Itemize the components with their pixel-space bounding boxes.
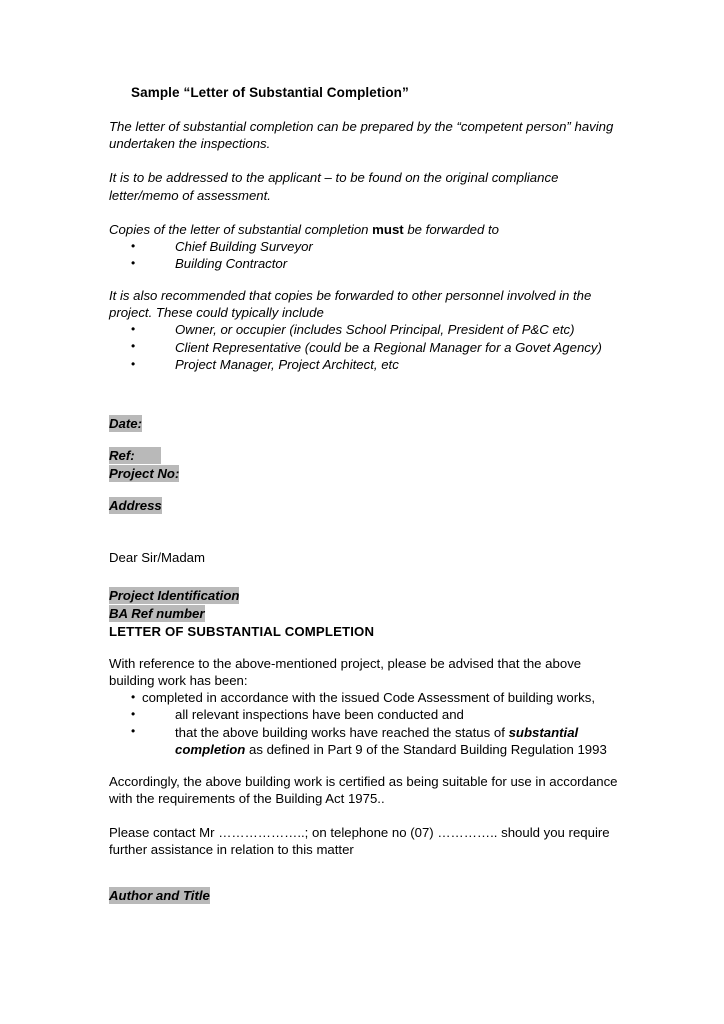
ba-ref-number-label	[109, 605, 621, 623]
status-item-3-suffix: as defined in Part 9 of the Standard Building Regulation 1993	[245, 742, 607, 758]
ba-ref-number-label-text: BA Ref number	[109, 605, 205, 621]
date-field-label	[109, 415, 621, 433]
list-item: • Chief Building Surveyor	[109, 238, 621, 255]
page-title: Sample “Letter of Substantial Completion”	[131, 85, 409, 100]
intro-paragraph-2: It is to be addressed to the applicant – to be found on the original compliance letter/memo of assessment.	[109, 170, 559, 203]
spacer	[109, 373, 621, 415]
ref-field-label-text: Ref:	[109, 447, 161, 464]
recommended-forward-lead: It is also recommended that copies be forwarded to other personnel involved in the project. These could typically include	[109, 287, 592, 321]
spacer	[109, 641, 621, 655]
date-field-label-text: Date:	[109, 416, 142, 432]
list-item: • Client Representative (could be a Regional Manager for a Govet Agency)	[109, 339, 621, 356]
must-forward-lead-prefix: Copies of the letter of substantial completion	[109, 221, 373, 237]
address-field-label-text: Address	[109, 498, 162, 514]
intro-paragraph-1: The letter of substantial completion can be prepared by the “competent person” having undertaken the inspections.	[109, 119, 614, 152]
status-item-3-prefix: that the above building works have reached the status of	[175, 724, 509, 740]
project-no-field-label-text: Project No:	[109, 466, 180, 482]
must-emphasis: must	[372, 221, 404, 237]
list-item	[109, 724, 621, 759]
list-item: • Owner, or occupier (includes School Principal, President of P&C etc)	[109, 321, 621, 338]
project-identification-label	[109, 587, 621, 605]
subject-heading: LETTER OF SUBSTANTIAL COMPLETION	[109, 623, 375, 639]
project-identification-label-text: Project Identification	[109, 587, 240, 603]
spacer	[109, 152, 621, 169]
spacer	[109, 433, 621, 447]
document-content	[109, 84, 621, 905]
spacer	[109, 273, 621, 287]
spacer	[109, 101, 621, 118]
spacer	[109, 859, 621, 887]
recommended-forward-list	[109, 321, 621, 373]
status-list	[109, 689, 621, 759]
must-forward-lead	[109, 221, 621, 238]
signature-block-label	[109, 887, 621, 905]
ref-field-label	[109, 447, 621, 465]
signature-block-label-text: Author and Title	[109, 887, 210, 903]
project-no-field-label	[109, 465, 621, 483]
spacer	[109, 759, 621, 773]
spacer	[109, 483, 621, 497]
spacer	[109, 807, 621, 824]
must-forward-list	[109, 238, 621, 273]
list-item: • Building Contractor	[109, 255, 621, 272]
must-forward-lead-suffix: be forwarded to	[403, 221, 499, 237]
opening-paragraph: With reference to the above-mentioned project, please be advised that the above building work has been:	[109, 655, 582, 688]
contact-paragraph: Please contact Mr ………………..; on telephone no (07) ………….. should you require further assistance in relation to this matter	[109, 825, 610, 858]
certification-paragraph: Accordingly, the above building work is certified as being suitable for use in accordance with the requirements of the Building Act 1975..	[109, 773, 618, 806]
list-item: • completed in accordance with the issued Code Assessment of building works,	[109, 689, 621, 706]
list-item: • all relevant inspections have been conducted and	[109, 706, 621, 723]
address-field-label	[109, 497, 621, 515]
spacer	[109, 567, 621, 587]
substantial-completion-emphasis: substantial completion	[175, 724, 579, 758]
spacer	[109, 515, 621, 549]
spacer	[109, 204, 621, 221]
salutation: Dear Sir/Madam	[109, 550, 206, 566]
list-item: • Project Manager, Project Architect, etc	[109, 356, 621, 373]
